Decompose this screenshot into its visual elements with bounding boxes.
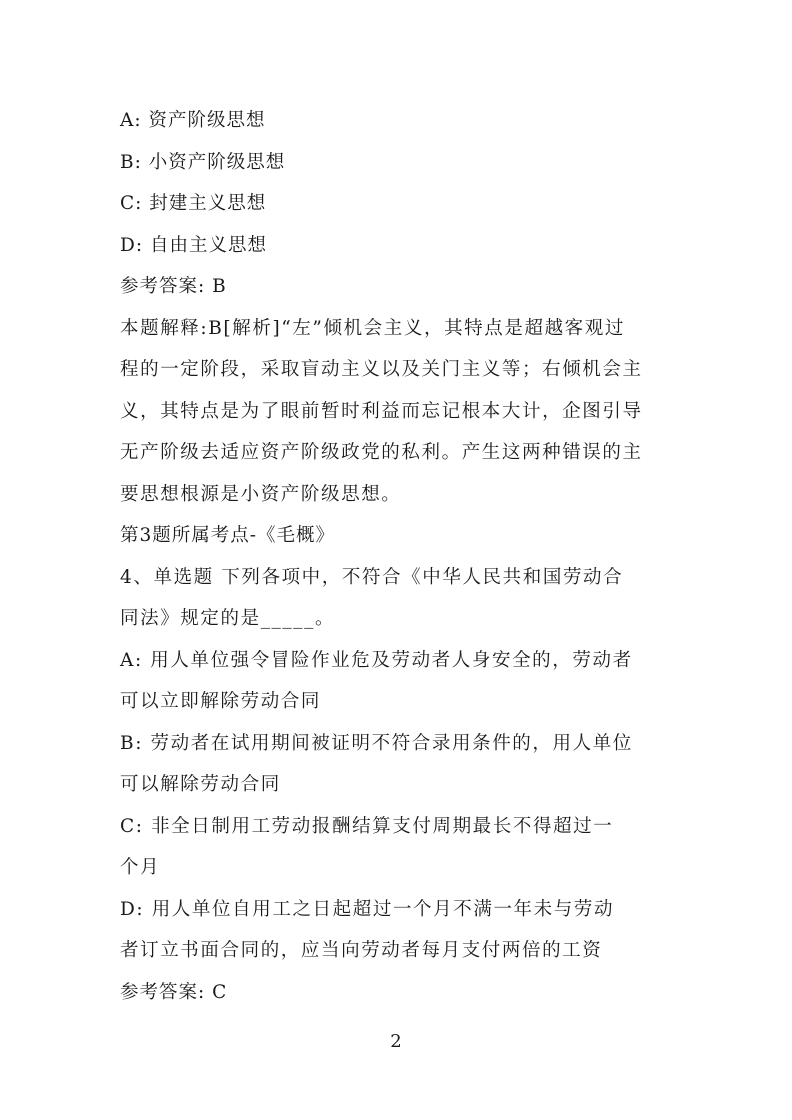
q3-explanation-line: 要思想根源是小资产阶级思想。 xyxy=(120,483,402,505)
q3-option-c: C: 封建主义思想 xyxy=(120,193,267,214)
page-number: 2 xyxy=(390,1031,402,1052)
q4-stem xyxy=(120,557,680,640)
q4-option-a xyxy=(120,640,680,723)
q4-option-c xyxy=(120,806,680,889)
q4-option-b-line: B: 劳动者在试用期间被证明不符合录用条件的，用人单位 xyxy=(120,732,633,754)
q3-explanation-line: 无产阶级去适应资产阶级政党的私利。产生这两种错误的主 xyxy=(120,442,643,463)
q3-explanation-line: 本题解释:B[解析]“左”倾机会主义，其特点是超越客观过 xyxy=(120,317,625,339)
q3-option-b: B: 小资产阶级思想 xyxy=(120,151,286,173)
q3-answer: 参考答案: B xyxy=(120,276,227,297)
q3-option-a: A: 资产阶级思想 xyxy=(120,110,266,131)
q3-option-d: D: 自由主义思想 xyxy=(120,234,267,256)
q3-explanation-line: 义，其特点是为了眼前暂时利益而忘记根本大计，企图引导 xyxy=(120,400,643,422)
q4-option-d xyxy=(120,889,680,972)
q4-stem-line: 4、单选题 下列各项中，不符合《中华人民共和国劳动合 xyxy=(120,566,624,588)
q4-stem-line: 同法》规定的是_____。 xyxy=(120,608,336,629)
q3-explanation xyxy=(120,308,680,516)
q3-topic: 第3题所属考点-《毛概》 xyxy=(120,525,336,546)
q4-option-b-line: 可以解除劳动合同 xyxy=(120,774,281,795)
q3-explanation-line: 程的一定阶段，采取盲动主义以及关门主义等；右倾机会主 xyxy=(120,359,643,380)
q4-option-a-line: 可以立即解除劳动合同 xyxy=(120,691,322,712)
q4-option-d-line: 者订立书面合同的，应当向劳动者每月支付两倍的工资 xyxy=(120,940,603,961)
q4-option-b xyxy=(120,723,680,806)
q4-option-d-line: D: 用人单位自用工之日起超过一个月不满一年未与劳动 xyxy=(120,898,615,920)
q4-option-c-line: 个月 xyxy=(120,857,161,878)
q4-option-a-line: A: 用人单位强令冒险作业危及劳动者人身安全的，劳动者 xyxy=(120,649,633,671)
document-body xyxy=(120,100,680,1013)
q4-answer: 参考答案: C xyxy=(120,981,228,1003)
q4-option-c-line: C: 非全日制用工劳动报酬结算支付周期最长不得超过一 xyxy=(120,815,614,837)
